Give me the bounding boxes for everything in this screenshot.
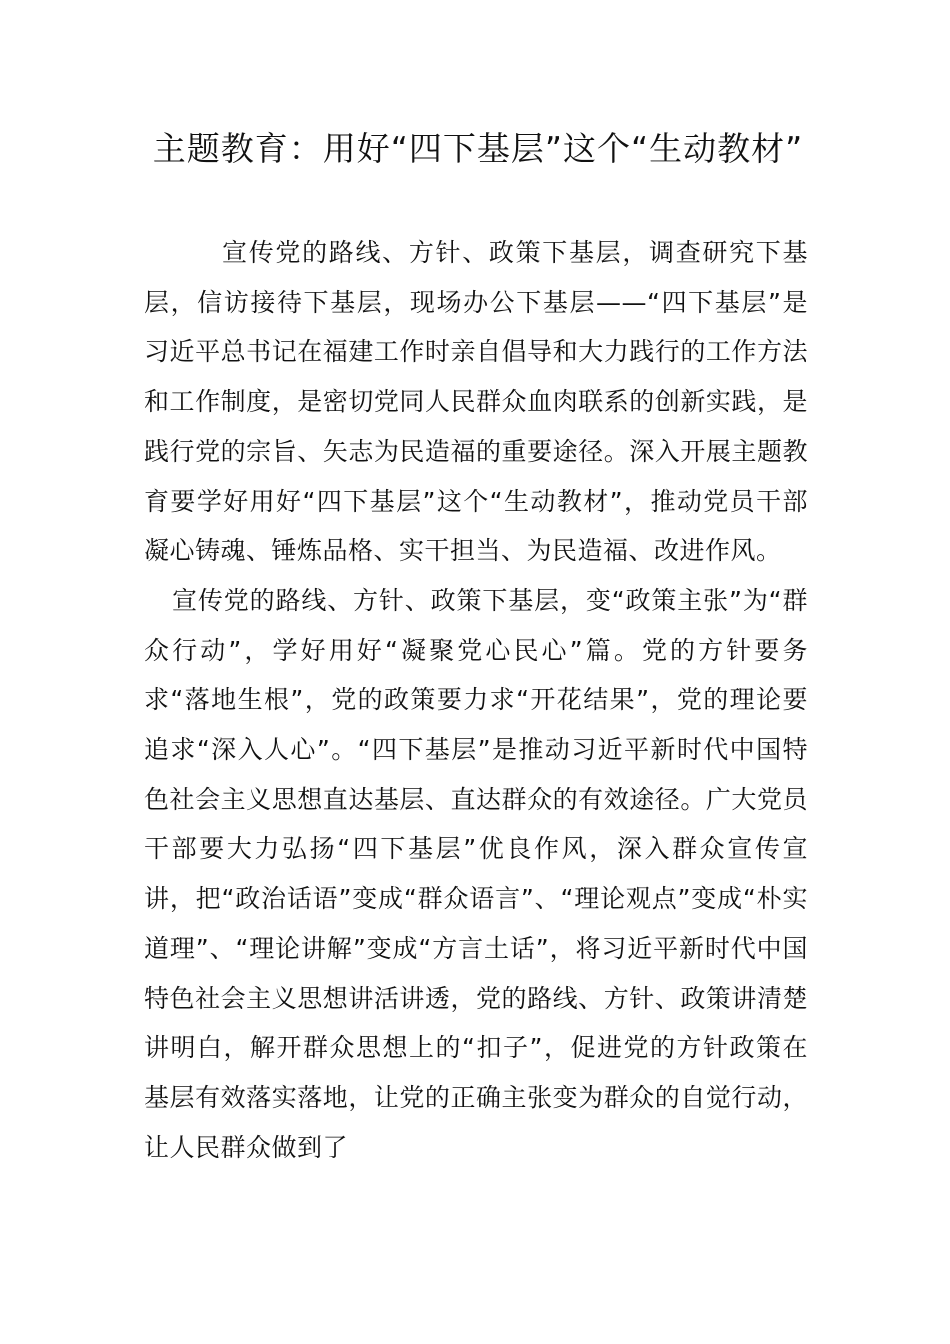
paragraph-policy-propaganda: 宣传党的路线、方针、政策下基层，变“政策主张”为“群众行动”，学好用好“凝聚党心民心”篇。党的方针要务求“落地生根”，党的政策要力求“开花结果”，党的理论要追求“深入人心”。“四下基层”是推动习近平新时代中国特色社会主义思想直达基层、直达群众的有效途径。广大党员干部要大力弘扬“四下基层”优良作风，深入群众宣传宣讲，把“政治话语”变成“群众语言”、“理论观点”变成“朴实道理”、“理论讲解”变成“方言土话”，将习近平新时代中国特色社会主义思想讲活讲透，党的路线、方针、政策讲清楚讲明白，解开群众思想上的“扣子”，促进党的方针政策在基层有效落实落地，让党的正确主张变为群众的自觉行动，让人民群众做到了 (144, 585, 808, 1162)
document-body (144, 228, 808, 1172)
paragraph-intro: 宣传党的路线、方针、政策下基层，调查研究下基层，信访接待下基层，现场办公下基层——“四下基层”是习近平总书记在福建工作时亲自倡导和大力践行的工作方法和工作制度，是密切党同人民群众血肉联系的创新实践，是践行党的宗旨、矢志为民造福的重要途径。深入开展主题教育要学好用好“四下基层”这个“生动教材”，推动党员干部凝心铸魂、锤炼品格、实干担当、为民造福、改进作风。 (144, 238, 808, 566)
document-title: 主题教育：用好“四下基层”这个“生动教材” (152, 129, 804, 168)
